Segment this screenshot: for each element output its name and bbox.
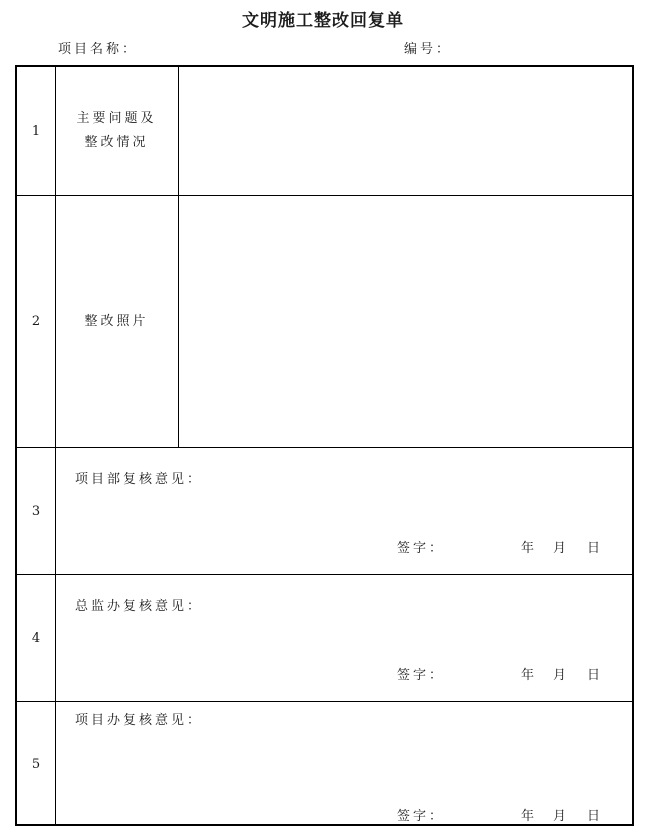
date-month-label: 月 <box>553 541 567 556</box>
project-name-label: 项目名称： <box>58 42 139 57</box>
issues-content-field[interactable] <box>178 67 632 195</box>
date-day-label: 日 <box>587 809 601 824</box>
reply-form-table <box>15 65 634 826</box>
signature-label: 签字： <box>397 809 446 824</box>
row-number: 1 <box>17 67 56 195</box>
row-label-cell <box>55 67 179 195</box>
table-row <box>17 67 632 196</box>
table-row <box>17 702 632 826</box>
photos-content-field[interactable] <box>178 196 632 447</box>
row-label-line: 整改情况 <box>84 135 149 150</box>
row-label-line: 主要问题及 <box>76 111 157 126</box>
row-number: 2 <box>17 196 56 447</box>
row-label-cell <box>55 196 179 447</box>
date-month-label: 月 <box>553 668 567 683</box>
table-row <box>17 448 632 575</box>
project-dept-review-label: 项目部复核意见： <box>75 472 204 487</box>
date-month-label: 月 <box>553 809 567 824</box>
signature-label: 签字： <box>397 541 446 556</box>
date-year-label: 年 <box>521 809 535 824</box>
row-number: 5 <box>17 702 56 826</box>
date-day-label: 日 <box>587 668 601 683</box>
signature-label: 签字： <box>397 668 446 683</box>
row-number: 4 <box>17 575 56 701</box>
row-label: 整改照片 <box>84 313 149 329</box>
project-office-review-label: 项目办复核意见： <box>75 713 204 728</box>
date-day-label: 日 <box>587 541 601 556</box>
date-year-label: 年 <box>521 541 535 556</box>
date-year-label: 年 <box>521 668 535 683</box>
table-row <box>17 196 632 448</box>
supervisor-office-review-label: 总监办复核意见： <box>75 599 204 614</box>
page-title: 文明施工整改回复单 <box>242 11 404 31</box>
number-label: 编号： <box>404 42 453 57</box>
table-row <box>17 575 632 702</box>
row-number: 3 <box>17 448 56 574</box>
